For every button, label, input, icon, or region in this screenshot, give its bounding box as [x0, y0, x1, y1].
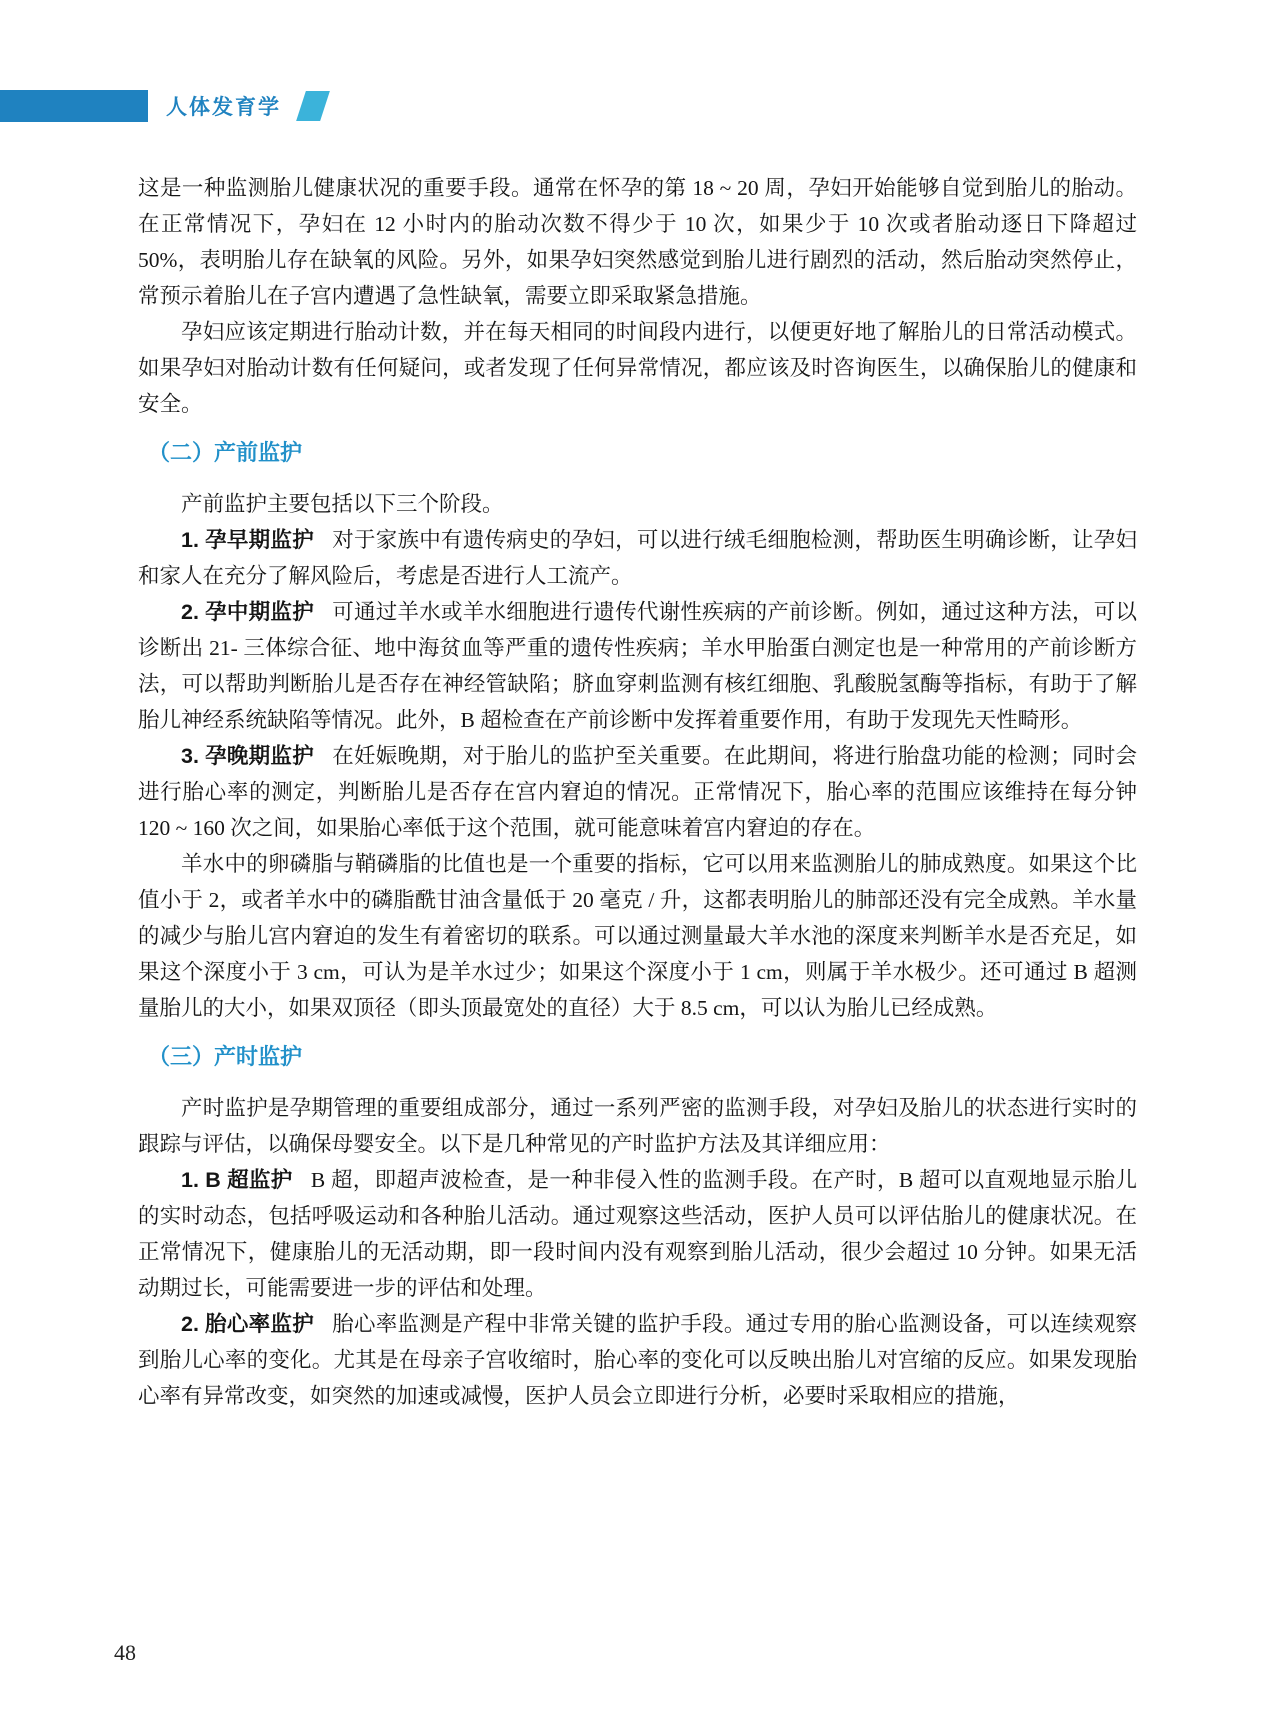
numbered-item-ultrasound [138, 1162, 1137, 1306]
item-text: 对于家族中有遗传病史的孕妇，可以进行绒毛细胞检测，帮助医生明确诊断，让孕妇和家人在充分了解风险后，考虑是否进行人工流产。 [138, 528, 1137, 588]
numbered-item-fetal-heart-rate [138, 1306, 1137, 1414]
item-text: B 超，即超声波检查，是一种非侵入性的监测手段。在产时，B 超可以直观地显示胎儿的实时动态，包括呼吸运动和各种胎儿活动。通过观察这些活动，医护人员可以评估胎儿的健康状况。在正常情况下，健康胎儿的无活动期，即一段时间内没有观察到胎儿活动，很少会超过 10 分钟。如果无活动期过长，可能需要进一步的评估和处理。 [138, 1168, 1138, 1300]
book-title-ribbon [160, 88, 287, 124]
numbered-item-early-pregnancy [138, 522, 1137, 594]
section-heading-prenatal: （二）产前监护 [148, 440, 303, 465]
item-label: 3. 孕晚期监护 [181, 744, 314, 768]
header-blue-bar [0, 90, 148, 122]
item-text: 可通过羊水或羊水细胞进行遗传代谢性疾病的产前诊断。例如，通过这种方法，可以诊断出 21- 三体综合征、地中海贫血等严重的遗传性疾病；羊水甲胎蛋白测定也是一种常用的产前诊断方法，可以帮助判断胎儿是否存在神经管缺陷；脐血穿刺监测有核红细胞、乳酸脱氢酶等指标，有助于了解胎儿神经系统缺陷等情况。此外，B 超检查在产前诊断中发挥着重要作用，有助于发现先天性畸形。 [138, 600, 1137, 732]
numbered-item-mid-pregnancy [138, 594, 1137, 738]
item-text: 在妊娠晚期，对于胎儿的监护至关重要。在此期间，将进行胎盘功能的检测；同时会进行胎心率的测定，判断胎儿是否存在宫内窘迫的情况。正常情况下，胎心率的范围应该维持在每分钟 120 ~ 160 次之间，如果胎心率低于这个范围，就可能意味着宫内窘迫的存在。 [138, 744, 1137, 840]
item-label: 1. 孕早期监护 [181, 528, 314, 552]
paragraph-prenatal-intro: 产前监护主要包括以下三个阶段。 [181, 492, 504, 516]
numbered-item-late-pregnancy [138, 738, 1137, 846]
paragraph-fetal-movement: 这是一种监测胎儿健康状况的重要手段。通常在怀孕的第 18 ~ 20 周，孕妇开始能够自觉到胎儿的胎动。在正常情况下，孕妇在 12 小时内的胎动次数不得少于 10 次，如果少于 10 次或者胎动逐日下降超过 50%，表明胎儿存在缺氧的风险。另外，如果孕妇突然感觉到胎儿进行剧烈的活动，然后胎动突然停止，常预示着胎儿在子宫内遭遇了急性缺氧，需要立即采取紧急措施。 [138, 176, 1137, 308]
paragraph-amniotic-fluid: 羊水中的卵磷脂与鞘磷脂的比值也是一个重要的指标，它可以用来监测胎儿的肺成熟度。如果这个比值小于 2，或者羊水中的磷脂酰甘油含量低于 20 毫克 / 升，这都表明胎儿的肺部还没有完全成熟。羊水量的减少与胎儿宫内窘迫的发生有着密切的联系。可以通过测量最大羊水池的深度来判断羊水是否充足，如果这个深度小于 3 cm，可认为是羊水过少；如果这个深度小于 1 cm，则属于羊水极少。还可通过 B 超测量胎儿的大小，如果双顶径（即头顶最宽处的直径）大于 8.5 cm，可以认为胎儿已经成熟。 [138, 852, 1137, 1020]
page-body [138, 170, 1137, 1414]
header-accent-shape [296, 91, 330, 121]
book-title: 人体发育学 [166, 96, 281, 119]
paragraph-movement-counting: 孕妇应该定期进行胎动计数，并在每天相同的时间段内进行，以便更好地了解胎儿的日常活动模式。如果孕妇对胎动计数有任何疑问，或者发现了任何异常情况，都应该及时咨询医生，以确保胎儿的健康和安全。 [138, 320, 1137, 416]
item-label: 2. 胎心率监护 [181, 1312, 314, 1336]
item-text: 胎心率监测是产程中非常关键的监护手段。通过专用的胎心监测设备，可以连续观察到胎儿心率的变化。尤其是在母亲子宫收缩时，胎心率的变化可以反映出胎儿对宫缩的反应。如果发现胎心率有异常改变，如突然的加速或减慢，医护人员会立即进行分析，必要时采取相应的措施， [138, 1312, 1137, 1408]
item-label: 1. B 超监护 [181, 1168, 293, 1192]
section-heading-intrapartum: （三）产时监护 [148, 1044, 303, 1069]
page-number: 48 [114, 1640, 136, 1665]
paragraph-intrapartum-intro: 产时监护是孕期管理的重要组成部分，通过一系列严密的监测手段，对孕妇及胎儿的状态进行实时的跟踪与评估，以确保母婴安全。以下是几种常见的产时监护方法及其详细应用： [138, 1096, 1137, 1156]
item-label: 2. 孕中期监护 [181, 600, 314, 624]
chapter-header [0, 88, 325, 124]
